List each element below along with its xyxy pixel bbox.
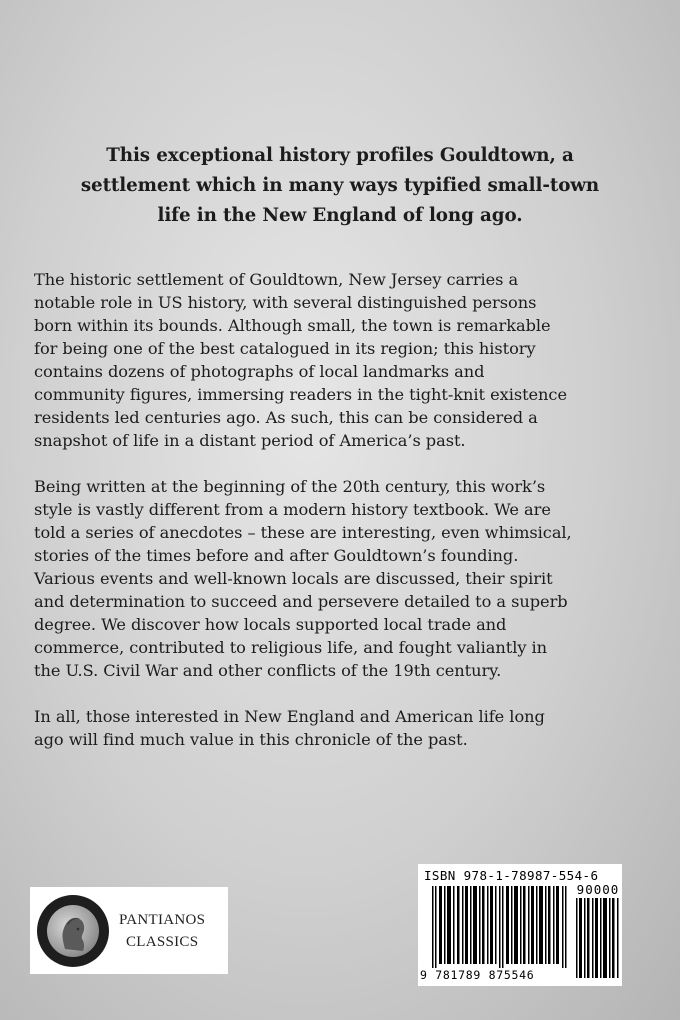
addon-price-code: 90000 (576, 882, 620, 897)
text-line: The historic settlement of Gouldtown, New Jersey carries a (34, 270, 519, 289)
blurb-body (34, 268, 674, 774)
ean-digits: 9 781789 875546 (420, 968, 570, 982)
blurb-paragraph-3 (34, 705, 674, 751)
text-line: the U.S. Civil War and other conflicts of the 19th century. (34, 661, 502, 680)
text-line: and determination to succeed and persevere detailed to a superb (34, 592, 568, 611)
text-line: residents led centuries ago. As such, this can be considered a (34, 408, 538, 427)
isbn-barcode (418, 864, 622, 986)
text-line: In all, those interested in New England and American life long (34, 707, 545, 726)
publisher-name-line2: CLASSICS (125, 933, 199, 950)
text-line: told a series of anecdotes – these are interesting, even whimsical, (34, 523, 572, 542)
text-line: contains dozens of photographs of local landmarks and (34, 362, 485, 381)
text-line: notable role in US history, with several distinguished persons (34, 293, 537, 312)
tagline-line: This exceptional history profiles Gouldtown, a (106, 145, 574, 166)
publisher-name-line1: PANTIANOS (119, 911, 206, 928)
text-line: Being written at the beginning of the 20th century, this work’s (34, 477, 546, 496)
tagline-line: settlement which in many ways typified small-town (80, 175, 600, 196)
addon-barcode-bars-icon (576, 898, 620, 978)
text-line: Various events and well-known locals are discussed, their spirit (34, 569, 553, 588)
text-line: snapshot of life in a distant period of America’s past. (34, 431, 466, 450)
portrait-silhouette-icon (47, 905, 99, 957)
text-line: community figures, immersing readers in the tight-knit existence (34, 385, 567, 404)
blurb-paragraph-1 (34, 268, 674, 452)
text-line: commerce, contributed to religious life, and fought valiantly in (34, 638, 548, 657)
blurb-paragraph-2 (34, 475, 674, 682)
text-line: stories of the times before and after Gouldtown’s founding. (34, 546, 519, 565)
text-line: ago will find much value in this chronicle of the past. (34, 730, 468, 749)
publisher-logo (30, 887, 228, 974)
coin-portrait-icon (37, 895, 109, 967)
text-line: style is vastly different from a modern history textbook. We are (34, 500, 551, 519)
barcode-bars-icon (432, 886, 572, 970)
isbn-text: ISBN 978-1-78987-554-6 (424, 868, 599, 883)
text-line: born within its bounds. Although small, the town is remarkable (34, 316, 551, 335)
tagline-line: life in the New England of long ago. (157, 205, 523, 226)
publisher-name (119, 909, 205, 953)
text-line: degree. We discover how locals supported local trade and (34, 615, 507, 634)
text-line: for being one of the best catalogued in its region; this history (34, 339, 536, 358)
cover-tagline (40, 141, 640, 231)
